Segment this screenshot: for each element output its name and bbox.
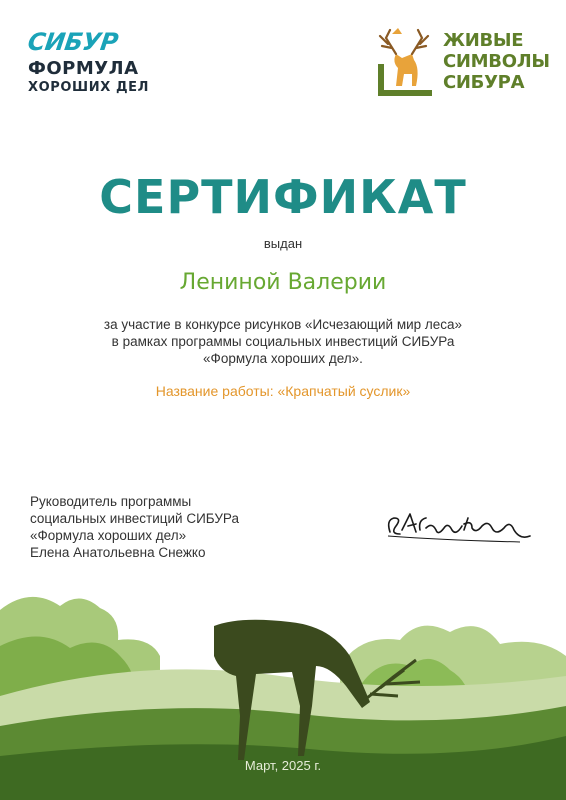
signer-line: социальных инвестиций СИБУРа [30,511,239,526]
signer-line: «Формула хороших дел» [30,528,187,543]
formula-logo-line2: ХОРОШИХ ДЕЛ [28,80,149,95]
deer-emblem-icon [372,24,438,100]
issue-date: Март, 2025 г. [244,758,322,773]
handwritten-signature [380,500,540,550]
work-title: Название работы: «Крапчатый суслик» [155,383,411,399]
certificate-title: СЕРТИФИКАТ [99,170,467,224]
certificate-description [60,316,506,367]
description-line: в рамках программы социальных инвестиций СИБУРа [111,334,455,349]
formula-logo-line1: ФОРМУЛА [28,58,139,79]
living-symbols-logo [443,30,550,93]
living-symbols-line3: СИБУРА [443,72,525,93]
issued-label: выдан [263,236,303,251]
living-symbols-line2: СИМВОЛЫ [443,51,550,72]
recipient-name: Лениной Валерии [179,270,387,295]
signer-line: Руководитель программы [30,494,192,509]
signer-block [30,493,239,561]
description-line: за участие в конкурсе рисунков «Исчезающий мир леса» [103,317,463,332]
description-line: «Формула хороших дел». [203,351,363,366]
sibur-logo: СИБУР [26,28,120,56]
living-symbols-line1: ЖИВЫЕ [443,30,524,51]
signer-line: Елена Анатольевна Снежко [30,545,206,560]
